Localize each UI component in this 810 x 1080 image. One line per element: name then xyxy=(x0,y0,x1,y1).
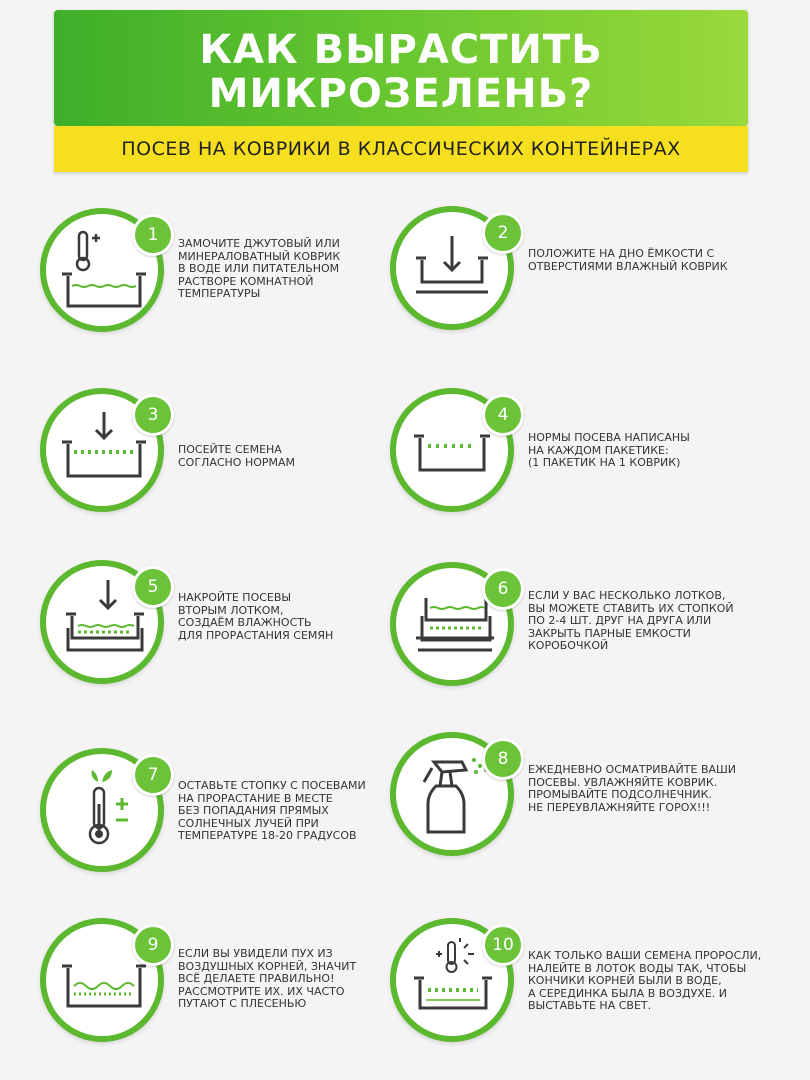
step-text: ЕЖЕДНЕВНО ОСМАТРИВАЙТЕ ВАШИ ПОСЕВЫ. УВЛАЖНЯЙТЕ КОВРИК. ПРОМЫВАЙТЕ ПОДСОЛНЕЧНИК. НЕ ПЕРЕУВЛАЖНЯЙТЕ ГОРОХ!!! xyxy=(528,763,737,814)
step-number-badge: 1 xyxy=(132,214,174,256)
step-number-badge: 4 xyxy=(482,394,524,436)
step-7 xyxy=(40,748,420,898)
step-8 xyxy=(390,732,770,882)
step-2 xyxy=(390,206,770,356)
step-6 xyxy=(390,562,770,712)
step-number-badge: 9 xyxy=(132,924,174,966)
step-number-badge: 3 xyxy=(132,394,174,436)
step-number-badge: 7 xyxy=(132,754,174,796)
step-text: ПОСЕЙТЕ СЕМЕНА СОГЛАСНО НОРМАМ xyxy=(178,443,296,469)
step-4 xyxy=(390,388,770,538)
step-3 xyxy=(40,388,420,538)
step-number-badge: 5 xyxy=(132,566,174,608)
step-text: НАКРОЙТЕ ПОСЕВЫ ВТОРЫМ ЛОТКОМ, СОЗДАЁМ ВЛАЖНОСТЬ ДЛЯ ПРОРАСТАНИЯ СЕМЯН xyxy=(178,591,334,642)
step-5 xyxy=(40,560,420,710)
step-10 xyxy=(390,918,770,1068)
header-banner xyxy=(54,10,748,126)
step-number-badge: 8 xyxy=(482,738,524,780)
step-number-badge: 10 xyxy=(482,924,524,966)
step-text: ЕСЛИ У ВАС НЕСКОЛЬКО ЛОТКОВ, ВЫ МОЖЕТЕ СТАВИТЬ ИХ СТОПКОЙ ПО 2-4 ШТ. ДРУГ НА ДРУГА ИЛИ ЗАКРЫТЬ ПАРНЫЕ ЕМКОСТИ КОРОБОЧКОЙ xyxy=(528,589,734,652)
subtitle-bar xyxy=(54,126,748,172)
step-text: КАК ТОЛЬКО ВАШИ СЕМЕНА ПРОРОСЛИ, НАЛЕЙТЕ В ЛОТОК ВОДЫ ТАК, ЧТОБЫ КОНЧИКИ КОРНЕЙ БЫЛИ В ВОДЕ, А СЕРЕДИНКА БЫЛА В ВОЗДУХЕ. И ВЫСТАВЬТЕ НА СВЕТ. xyxy=(528,949,762,1012)
page-title: КАК ВЫРАСТИТЬ МИКРОЗЕЛЕНЬ? xyxy=(199,27,603,117)
step-text: ПОЛОЖИТЕ НА ДНО ЁМКОСТИ С ОТВЕРСТИЯМИ ВЛАЖНЫЙ КОВРИК xyxy=(528,247,728,273)
step-text: ЗАМОЧИТЕ ДЖУТОВЫЙ ИЛИ МИНЕРАЛОВАТНЫЙ КОВРИК В ВОДЕ ИЛИ ПИТАТЕЛЬНОМ РАСТВОРЕ КОМНАТНОЙ ТЕМПЕРАТУРЫ xyxy=(178,237,341,300)
page-subtitle: ПОСЕВ НА КОВРИКИ В КЛАССИЧЕСКИХ КОНТЕЙНЕРАХ xyxy=(121,138,681,160)
step-number-badge: 2 xyxy=(482,212,524,254)
step-text: ЕСЛИ ВЫ УВИДЕЛИ ПУХ ИЗ ВОЗДУШНЫХ КОРНЕЙ, ЗНАЧИТ ВСЁ ДЕЛАЕТЕ ПРАВИЛЬНО! РАССМОТРИТЕ ИХ. ИХ ЧАСТО ПУТАЮТ С ПЛЕСЕНЬЮ xyxy=(178,947,357,1010)
step-text: НОРМЫ ПОСЕВА НАПИСАНЫ НА КАЖДОМ ПАКЕТИКЕ: (1 ПАКЕТИК НА 1 КОВРИК) xyxy=(528,431,690,469)
step-9 xyxy=(40,918,420,1068)
step-number-badge: 6 xyxy=(482,568,524,610)
step-text: ОСТАВЬТЕ СТОПКУ С ПОСЕВАМИ НА ПРОРАСТАНИЕ В МЕСТЕ БЕЗ ПОПАДАНИЯ ПРЯМЫХ СОЛНЕЧНЫХ ЛУЧЕЙ ПРИ ТЕМПЕРАТУРЕ 18-20 ГРАДУСОВ xyxy=(178,779,366,842)
step-1 xyxy=(40,208,420,358)
